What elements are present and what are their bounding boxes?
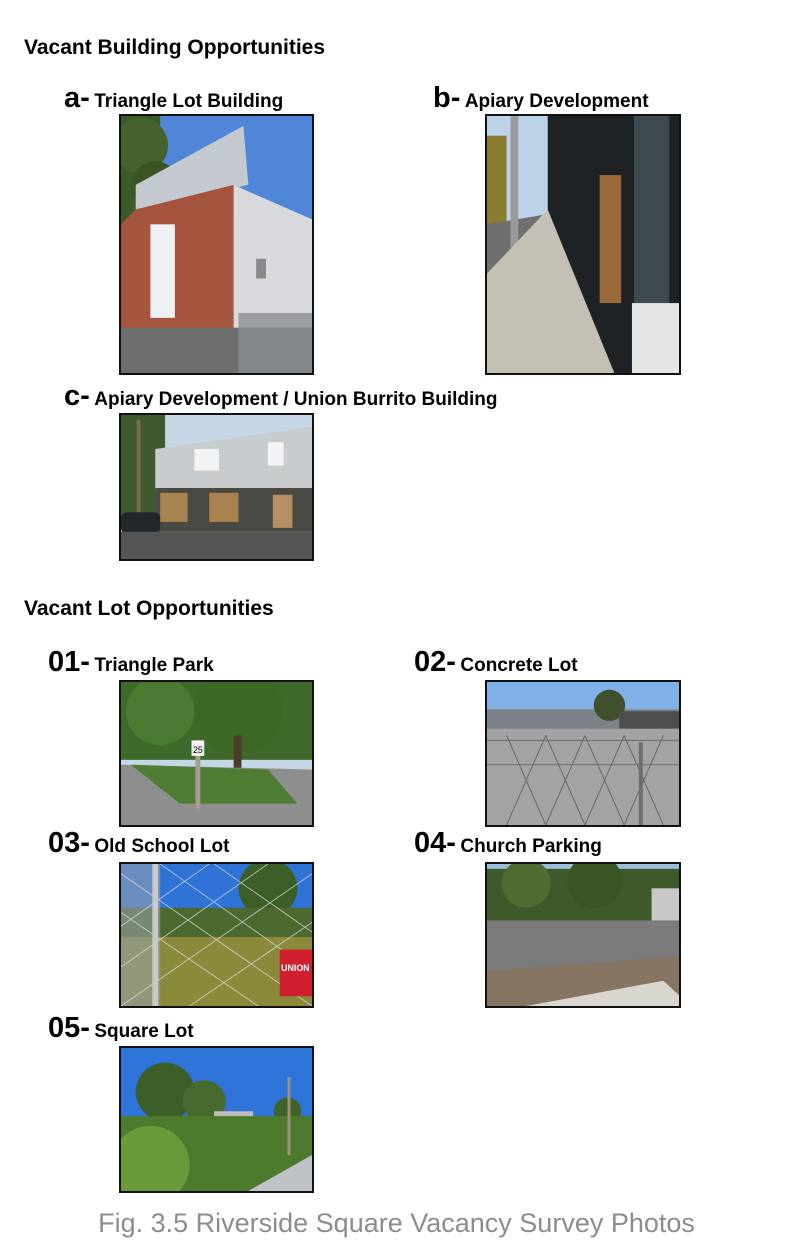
caption-04 (414, 827, 602, 860)
caption-b (433, 82, 649, 115)
union-sign-text: UNION (281, 963, 310, 973)
photo-union-burrito-building (119, 413, 314, 561)
photo-concrete-lot (485, 680, 681, 827)
caption-05 (48, 1012, 194, 1045)
caption-title: Apiary Development / Union Burrito Building (94, 389, 498, 410)
caption-title: Church Parking (460, 836, 602, 857)
caption-01 (48, 646, 214, 679)
photo-triangle-park (119, 680, 314, 827)
photo-square-lot (119, 1046, 314, 1193)
section-heading-buildings: Vacant Building Opportunities (24, 36, 326, 59)
caption-tag: 04- (414, 827, 456, 859)
caption-title: Triangle Lot Building (94, 91, 284, 112)
caption-tag: 03- (48, 827, 90, 859)
caption-tag: 02- (414, 646, 456, 678)
photo-triangle-lot-building (119, 114, 314, 375)
caption-tag: c- (64, 380, 90, 412)
photo-church-parking (485, 862, 681, 1008)
caption-title: Concrete Lot (460, 655, 578, 676)
caption-tag: a- (64, 82, 90, 114)
caption-tag: b- (433, 82, 461, 114)
speed-limit-sign: 25 (192, 745, 203, 756)
photo-apiary-development (485, 114, 681, 375)
caption-title: Apiary Development (464, 91, 649, 112)
caption-title: Square Lot (94, 1021, 194, 1042)
caption-tag: 05- (48, 1012, 90, 1044)
figure-caption: Fig. 3.5 Riverside Square Vacancy Survey Photos (98, 1208, 695, 1238)
caption-c (64, 380, 498, 413)
caption-tag: 01- (48, 646, 90, 678)
caption-title: Old School Lot (94, 836, 230, 857)
caption-title: Triangle Park (94, 655, 214, 676)
caption-03 (48, 827, 229, 860)
caption-02 (414, 646, 578, 679)
section-heading-lots: Vacant Lot Opportunities (24, 597, 274, 620)
caption-a (64, 82, 283, 115)
photo-old-school-lot (119, 862, 314, 1008)
